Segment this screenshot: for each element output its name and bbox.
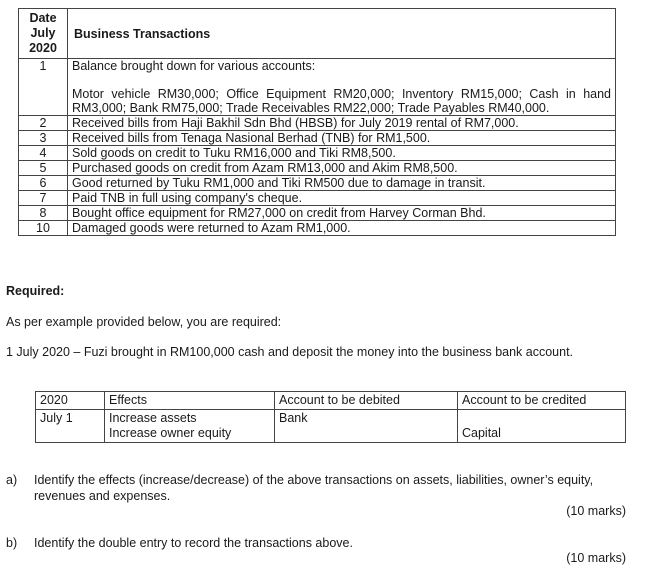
question-text: Identify the double entry to record the transactions above. [34, 536, 353, 550]
example-header-row [36, 392, 626, 410]
transaction-text: Balance brought down for various accounts: [72, 59, 316, 73]
transaction-text: Motor vehicle RM30,000; Office Equipment RM20,000; Inventory RM15,000; Cash in hand RM3,000; Bank RM75,000; Trade Receivables RM22,000; Trade Payables RM40,000. [72, 87, 611, 115]
date-header-line: July [30, 26, 56, 40]
transaction-description: Good returned by Tuku RM1,000 and Tiki RM500 due to damage in transit. [68, 176, 616, 191]
transaction-row [19, 191, 616, 206]
date-header-line: 2020 [29, 41, 57, 55]
transaction-day: 7 [19, 191, 68, 206]
transaction-day: 5 [19, 161, 68, 176]
transaction-description: Sold goods on credit to Tuku RM16,000 and Tiki RM8,500. [68, 146, 616, 161]
transaction-description: Damaged goods were returned to Azam RM1,000. [68, 221, 616, 236]
business-transactions-header: Business Transactions [68, 9, 616, 59]
example-effects [105, 410, 275, 443]
example-header-credit: Account to be credited [458, 392, 626, 410]
example-row [36, 410, 626, 443]
transaction-day: 4 [19, 146, 68, 161]
question-marks: (10 marks) [566, 551, 626, 565]
example-effect: Increase owner equity [109, 426, 232, 440]
example-effect: Increase assets [109, 411, 197, 425]
example-header-year: 2020 [36, 392, 105, 410]
transaction-row [19, 146, 616, 161]
transaction-row [19, 131, 616, 146]
question-a [6, 472, 626, 504]
example-text: 1 July 2020 – Fuzi brought in RM100,000 cash and deposit the money into the business bank account. [6, 345, 574, 359]
question-b [6, 535, 626, 551]
transaction-description: Purchased goods on credit from Azam RM13,000 and Akim RM8,500. [68, 161, 616, 176]
example-date: July 1 [36, 410, 105, 443]
transaction-day: 2 [19, 116, 68, 131]
transactions-header-row [19, 9, 616, 59]
required-heading: Required: [6, 284, 65, 298]
question-label: b) [6, 536, 18, 550]
transaction-row [19, 161, 616, 176]
transaction-description: Paid TNB in full using company's cheque. [68, 191, 616, 206]
question-marks: (10 marks) [566, 504, 626, 518]
transaction-row [19, 59, 616, 116]
transaction-day: 3 [19, 131, 68, 146]
transaction-day: 6 [19, 176, 68, 191]
required-intro: As per example provided below, you are required: [6, 315, 282, 329]
date-header [19, 9, 68, 59]
transaction-description: Bought office equipment for RM27,000 on credit from Harvey Corman Bhd. [68, 206, 616, 221]
example-table [35, 391, 626, 443]
transaction-row [19, 116, 616, 131]
transaction-day: 10 [19, 221, 68, 236]
question-text: Identify the effects (increase/decrease) of the above transactions on assets, liabilities, owner’s equity, revenues and expenses. [34, 473, 594, 503]
date-header-line: Date [29, 11, 57, 25]
transaction-row [19, 206, 616, 221]
question-label: a) [6, 473, 18, 487]
transaction-row [19, 176, 616, 191]
example-header-effects: Effects [105, 392, 275, 410]
transactions-table [18, 8, 616, 236]
example-credit: Capital [458, 410, 626, 443]
transaction-day: 8 [19, 206, 68, 221]
example-debit: Bank [275, 410, 458, 443]
transaction-row [19, 221, 616, 236]
transaction-description: Received bills from Tenaga Nasional Berhad (TNB) for RM1,500. [68, 131, 616, 146]
example-header-debit: Account to be debited [275, 392, 458, 410]
transaction-day: 1 [19, 59, 68, 116]
transaction-description: Received bills from Haji Bakhil Sdn Bhd (HBSB) for July 2019 rental of RM7,000. [68, 116, 616, 131]
transaction-description [68, 59, 616, 116]
